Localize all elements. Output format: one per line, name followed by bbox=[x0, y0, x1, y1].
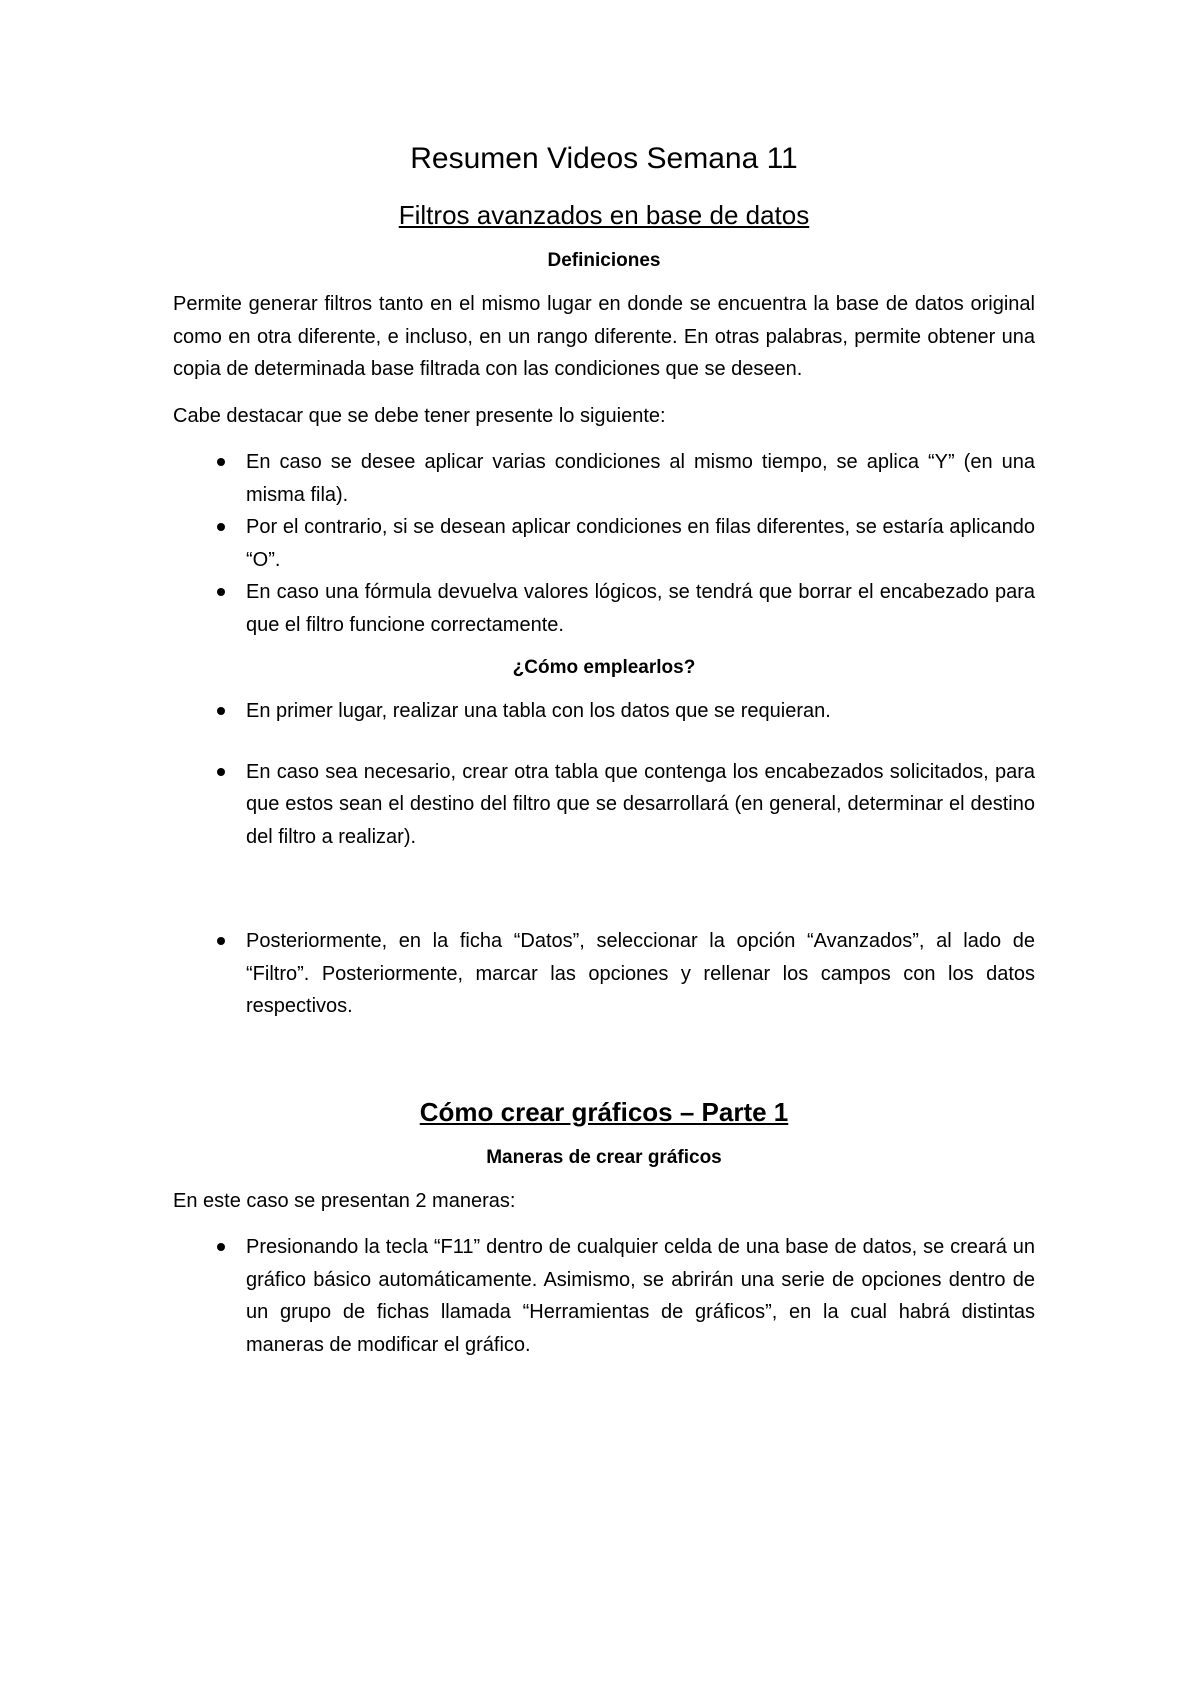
list-item bbox=[173, 695, 1035, 728]
bullet-list-conditions bbox=[173, 446, 1035, 641]
list-item bbox=[173, 511, 1035, 576]
list-item bbox=[173, 925, 1035, 1023]
bullet-icon bbox=[217, 458, 225, 466]
list-item bbox=[173, 1231, 1035, 1361]
bullet-icon bbox=[217, 523, 225, 531]
paragraph-maneras: En este caso se presentan 2 maneras: bbox=[173, 1189, 516, 1212]
bullet-list-steps bbox=[173, 695, 1035, 728]
list-item-text: En caso una fórmula devuelva valores lógicos, se tendrá que borrar el encabezado para que el filtro funcione correctamente. bbox=[246, 581, 1035, 636]
subheading-como-emplearlos: ¿Cómo emplearlos? bbox=[512, 657, 696, 678]
section-heading-graficos: Cómo crear gráficos – Parte 1 bbox=[419, 1096, 789, 1127]
document-page bbox=[173, 140, 1035, 1361]
paragraph-definition: Permite generar filtros tanto en el mismo lugar en donde se encuentra la base de datos original como en otra diferente, e incluso, en un rango diferente. En otras palabras, permite obtener una copia de determinada base filtrada con las condiciones que se deseen. bbox=[173, 293, 1035, 380]
bullet-icon bbox=[217, 768, 225, 776]
bullet-icon bbox=[217, 1243, 225, 1251]
list-item-text: En primer lugar, realizar una tabla con los datos que se requieran. bbox=[246, 700, 831, 722]
bullet-icon bbox=[217, 588, 225, 596]
bullet-list-steps-2 bbox=[173, 756, 1035, 854]
section-heading-filtros: Filtros avanzados en base de datos bbox=[398, 200, 810, 230]
document-title: Resumen Videos Semana 11 bbox=[410, 142, 798, 175]
list-item-text: En caso se desee aplicar varias condiciones al mismo tiempo, se aplica “Y” (en una misma fila). bbox=[246, 451, 1035, 506]
list-item-text: Presionando la tecla “F11” dentro de cualquier celda de una base de datos, se creará un gráfico básico automáticamente. Asimismo, se abrirán una serie de opciones dentro de un grupo de fichas llamada “Herramientas de gráficos”, en la cual habrá distintas maneras de modificar el gráfico. bbox=[246, 1236, 1035, 1356]
subheading-maneras: Maneras de crear gráficos bbox=[486, 1146, 722, 1168]
bullet-icon bbox=[217, 937, 225, 945]
bullet-list-steps-3 bbox=[173, 925, 1035, 1023]
list-item-text: Por el contrario, si se desean aplicar condiciones en filas diferentes, se estaría aplicando “O”. bbox=[246, 516, 1035, 571]
list-item-text: Posteriormente, en la ficha “Datos”, seleccionar la opción “Avanzados”, al lado de “Filtro”. Posteriormente, marcar las opciones y rellenar los campos con los datos respectivos. bbox=[246, 930, 1035, 1017]
bullet-list-maneras bbox=[173, 1231, 1035, 1361]
list-item-text: En caso sea necesario, crear otra tabla que contenga los encabezados solicitados, para que estos sean el destino del filtro que se desarrollará (en general, determinar el destino del filtro a realizar). bbox=[246, 760, 1035, 848]
list-item bbox=[173, 446, 1035, 511]
list-item bbox=[173, 576, 1035, 641]
subheading-definiciones: Definiciones bbox=[547, 250, 661, 271]
bullet-icon bbox=[217, 707, 225, 715]
paragraph-note: Cabe destacar que se debe tener presente lo siguiente: bbox=[173, 404, 666, 427]
list-item bbox=[173, 756, 1035, 854]
